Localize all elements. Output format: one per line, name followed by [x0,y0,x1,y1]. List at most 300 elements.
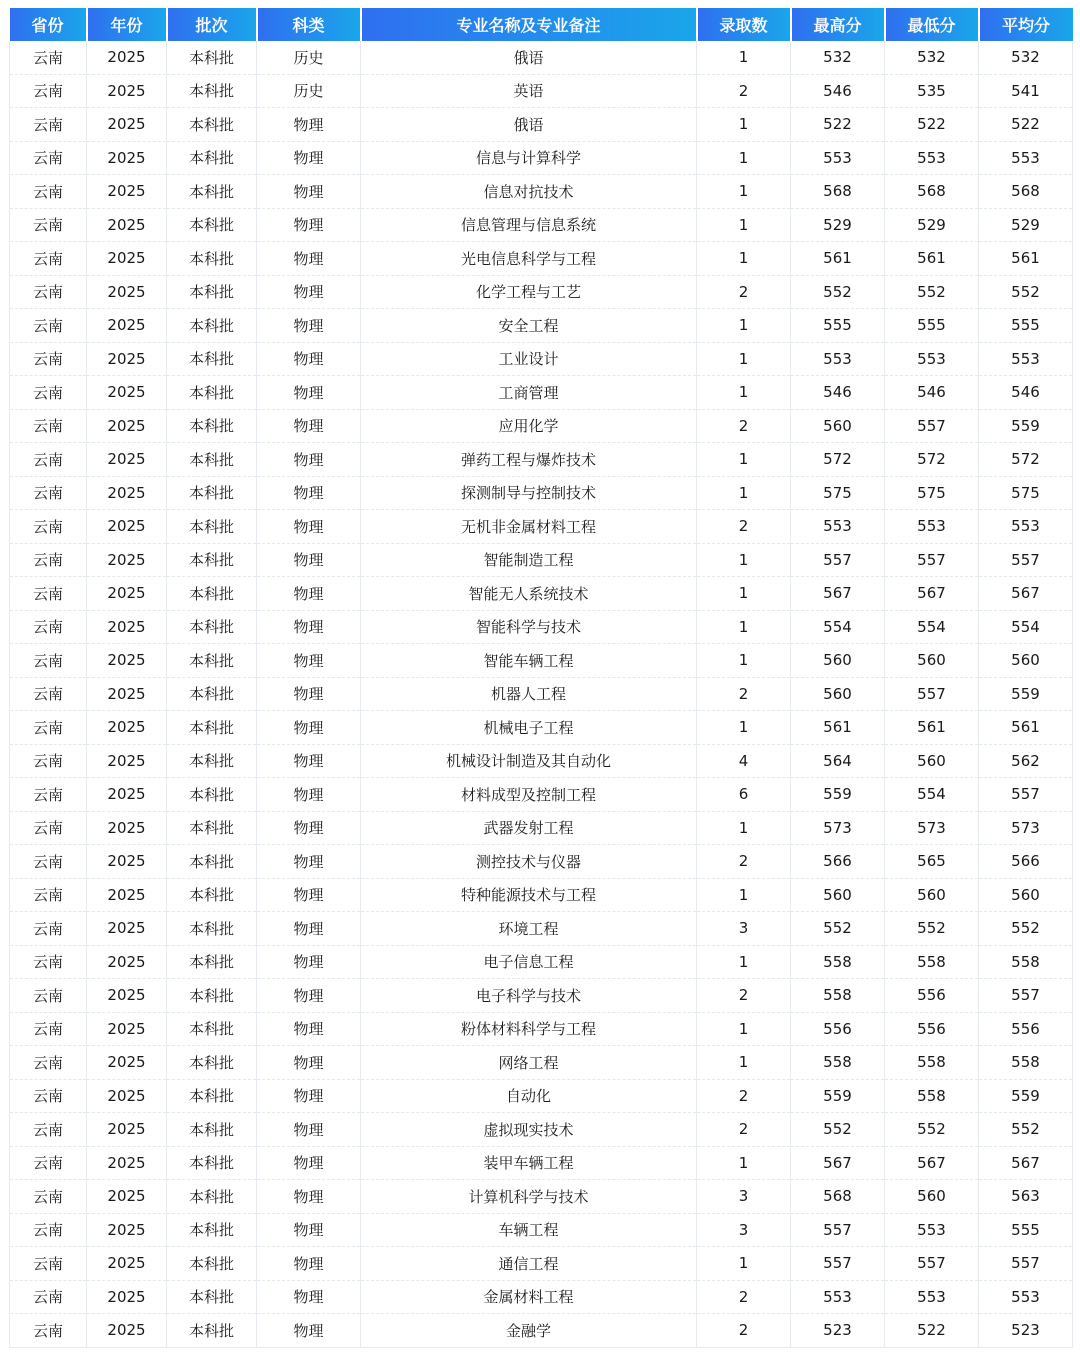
cell-batch: 本科批 [167,1146,257,1180]
cell-min-score: 554 [885,778,979,812]
cell-subject: 物理 [257,878,361,912]
column-header-major: 专业名称及专业备注 [361,8,697,41]
cell-max-score: 572 [791,443,885,477]
cell-min-score: 573 [885,811,979,845]
cell-subject: 物理 [257,1012,361,1046]
table-row [10,1314,1073,1348]
cell-avg-score: 567 [979,577,1073,611]
cell-batch: 本科批 [167,1012,257,1046]
cell-batch: 本科批 [167,376,257,410]
table-row [10,41,1073,74]
cell-min-score: 560 [885,744,979,778]
cell-subject: 物理 [257,376,361,410]
cell-year: 2025 [87,342,167,376]
cell-major: 工业设计 [361,342,697,376]
cell-admitted-count: 1 [697,41,791,74]
cell-year: 2025 [87,778,167,812]
cell-province: 云南 [10,242,87,276]
table-row [10,242,1073,276]
cell-major: 光电信息科学与工程 [361,242,697,276]
cell-province: 云南 [10,979,87,1013]
cell-province: 云南 [10,409,87,443]
table-row [10,208,1073,242]
cell-subject: 历史 [257,41,361,74]
cell-major: 应用化学 [361,409,697,443]
cell-max-score: 567 [791,1146,885,1180]
cell-max-score: 546 [791,74,885,108]
table-row [10,1247,1073,1281]
cell-avg-score: 552 [979,912,1073,946]
cell-min-score: 555 [885,309,979,343]
cell-avg-score: 555 [979,309,1073,343]
cell-avg-score: 522 [979,108,1073,142]
cell-major: 通信工程 [361,1247,697,1281]
cell-year: 2025 [87,141,167,175]
cell-major: 网络工程 [361,1046,697,1080]
cell-province: 云南 [10,1012,87,1046]
cell-avg-score: 553 [979,1280,1073,1314]
column-header-batch: 批次 [167,8,257,41]
cell-major: 装甲车辆工程 [361,1146,697,1180]
cell-batch: 本科批 [167,208,257,242]
column-header-subject: 科类 [257,8,361,41]
cell-batch: 本科批 [167,912,257,946]
cell-max-score: 573 [791,811,885,845]
cell-major: 弹药工程与爆炸技术 [361,443,697,477]
cell-batch: 本科批 [167,677,257,711]
cell-max-score: 558 [791,979,885,1013]
cell-subject: 物理 [257,309,361,343]
cell-max-score: 553 [791,342,885,376]
cell-max-score: 554 [791,610,885,644]
cell-batch: 本科批 [167,242,257,276]
cell-major: 材料成型及控制工程 [361,778,697,812]
cell-min-score: 557 [885,409,979,443]
cell-subject: 物理 [257,945,361,979]
cell-admitted-count: 1 [697,577,791,611]
cell-subject: 物理 [257,409,361,443]
cell-min-score: 553 [885,1213,979,1247]
cell-avg-score: 546 [979,376,1073,410]
table-row [10,476,1073,510]
cell-year: 2025 [87,878,167,912]
cell-avg-score: 575 [979,476,1073,510]
cell-year: 2025 [87,1012,167,1046]
cell-admitted-count: 6 [697,778,791,812]
cell-major: 安全工程 [361,309,697,343]
cell-avg-score: 559 [979,1079,1073,1113]
table-row [10,610,1073,644]
cell-province: 云南 [10,1079,87,1113]
table-row [10,912,1073,946]
cell-max-score: 568 [791,1180,885,1214]
cell-province: 云南 [10,443,87,477]
cell-batch: 本科批 [167,1079,257,1113]
cell-min-score: 522 [885,108,979,142]
cell-province: 云南 [10,376,87,410]
cell-year: 2025 [87,811,167,845]
cell-subject: 物理 [257,175,361,209]
table-row [10,1146,1073,1180]
table-row [10,945,1073,979]
cell-subject: 物理 [257,912,361,946]
cell-admitted-count: 2 [697,845,791,879]
cell-max-score: 575 [791,476,885,510]
cell-province: 云南 [10,510,87,544]
cell-subject: 物理 [257,1280,361,1314]
cell-province: 云南 [10,1180,87,1214]
cell-province: 云南 [10,41,87,74]
cell-max-score: 552 [791,912,885,946]
cell-avg-score: 541 [979,74,1073,108]
cell-year: 2025 [87,476,167,510]
cell-major: 机械电子工程 [361,711,697,745]
cell-province: 云南 [10,543,87,577]
cell-major: 无机非金属材料工程 [361,510,697,544]
cell-admitted-count: 3 [697,912,791,946]
cell-major: 智能车辆工程 [361,644,697,678]
cell-batch: 本科批 [167,443,257,477]
cell-batch: 本科批 [167,1180,257,1214]
cell-min-score: 553 [885,510,979,544]
cell-province: 云南 [10,208,87,242]
cell-min-score: 546 [885,376,979,410]
table-body [10,41,1073,1347]
cell-province: 云南 [10,577,87,611]
cell-subject: 物理 [257,677,361,711]
cell-batch: 本科批 [167,744,257,778]
cell-max-score: 561 [791,711,885,745]
cell-max-score: 557 [791,543,885,577]
cell-min-score: 558 [885,1046,979,1080]
cell-batch: 本科批 [167,309,257,343]
cell-max-score: 552 [791,1113,885,1147]
column-header-province: 省份 [10,8,87,41]
cell-admitted-count: 1 [697,376,791,410]
cell-year: 2025 [87,577,167,611]
cell-avg-score: 558 [979,945,1073,979]
cell-major: 测控技术与仪器 [361,845,697,879]
cell-subject: 物理 [257,108,361,142]
cell-batch: 本科批 [167,878,257,912]
cell-max-score: 553 [791,141,885,175]
cell-major: 粉体材料科学与工程 [361,1012,697,1046]
cell-province: 云南 [10,1146,87,1180]
cell-batch: 本科批 [167,342,257,376]
cell-min-score: 560 [885,878,979,912]
table-row [10,376,1073,410]
cell-province: 云南 [10,1046,87,1080]
cell-avg-score: 553 [979,510,1073,544]
cell-major: 信息与计算科学 [361,141,697,175]
cell-avg-score: 556 [979,1012,1073,1046]
cell-subject: 物理 [257,644,361,678]
cell-avg-score: 529 [979,208,1073,242]
cell-min-score: 552 [885,1113,979,1147]
cell-province: 云南 [10,912,87,946]
cell-year: 2025 [87,945,167,979]
cell-min-score: 552 [885,275,979,309]
cell-batch: 本科批 [167,1314,257,1348]
cell-max-score: 558 [791,1046,885,1080]
cell-batch: 本科批 [167,945,257,979]
column-header-max-score: 最高分 [791,8,885,41]
cell-max-score: 557 [791,1213,885,1247]
cell-avg-score: 557 [979,1247,1073,1281]
cell-subject: 物理 [257,1213,361,1247]
cell-min-score: 532 [885,41,979,74]
cell-major: 虚拟现实技术 [361,1113,697,1147]
cell-avg-score: 557 [979,778,1073,812]
cell-min-score: 535 [885,74,979,108]
cell-max-score: 532 [791,41,885,74]
cell-batch: 本科批 [167,41,257,74]
cell-province: 云南 [10,811,87,845]
cell-batch: 本科批 [167,845,257,879]
cell-province: 云南 [10,1280,87,1314]
cell-avg-score: 557 [979,543,1073,577]
cell-max-score: 560 [791,409,885,443]
cell-subject: 物理 [257,711,361,745]
cell-subject: 历史 [257,74,361,108]
cell-year: 2025 [87,409,167,443]
table-row [10,309,1073,343]
cell-major: 车辆工程 [361,1213,697,1247]
cell-avg-score: 552 [979,275,1073,309]
cell-max-score: 523 [791,1314,885,1348]
cell-major: 机器人工程 [361,677,697,711]
cell-year: 2025 [87,1180,167,1214]
cell-year: 2025 [87,309,167,343]
table-row [10,74,1073,108]
cell-avg-score: 562 [979,744,1073,778]
cell-admitted-count: 2 [697,677,791,711]
cell-subject: 物理 [257,1180,361,1214]
cell-avg-score: 560 [979,878,1073,912]
cell-major: 环境工程 [361,912,697,946]
table-row [10,409,1073,443]
cell-max-score: 560 [791,878,885,912]
cell-max-score: 529 [791,208,885,242]
cell-year: 2025 [87,644,167,678]
table-row [10,1280,1073,1314]
table-row [10,644,1073,678]
cell-max-score: 560 [791,644,885,678]
cell-max-score: 552 [791,275,885,309]
table-row [10,979,1073,1013]
cell-batch: 本科批 [167,476,257,510]
cell-province: 云南 [10,677,87,711]
cell-major: 电子科学与技术 [361,979,697,1013]
cell-max-score: 567 [791,577,885,611]
table-row [10,275,1073,309]
cell-batch: 本科批 [167,543,257,577]
cell-subject: 物理 [257,811,361,845]
cell-min-score: 565 [885,845,979,879]
table-row [10,845,1073,879]
cell-min-score: 567 [885,1146,979,1180]
cell-batch: 本科批 [167,711,257,745]
cell-subject: 物理 [257,577,361,611]
cell-province: 云南 [10,644,87,678]
column-header-min-score: 最低分 [885,8,979,41]
cell-year: 2025 [87,108,167,142]
table-row [10,141,1073,175]
cell-min-score: 561 [885,711,979,745]
cell-avg-score: 572 [979,443,1073,477]
cell-major: 武器发射工程 [361,811,697,845]
cell-admitted-count: 3 [697,1180,791,1214]
cell-batch: 本科批 [167,108,257,142]
cell-major: 智能科学与技术 [361,610,697,644]
cell-avg-score: 560 [979,644,1073,678]
cell-avg-score: 557 [979,979,1073,1013]
cell-year: 2025 [87,242,167,276]
table-row [10,1046,1073,1080]
cell-major: 机械设计制造及其自动化 [361,744,697,778]
cell-subject: 物理 [257,342,361,376]
cell-year: 2025 [87,1113,167,1147]
cell-max-score: 561 [791,242,885,276]
cell-batch: 本科批 [167,1113,257,1147]
cell-batch: 本科批 [167,979,257,1013]
cell-avg-score: 523 [979,1314,1073,1348]
cell-major: 自动化 [361,1079,697,1113]
cell-province: 云南 [10,1247,87,1281]
cell-admitted-count: 1 [697,141,791,175]
cell-max-score: 568 [791,175,885,209]
cell-province: 云南 [10,476,87,510]
cell-year: 2025 [87,41,167,74]
cell-max-score: 556 [791,1012,885,1046]
cell-avg-score: 561 [979,711,1073,745]
cell-subject: 物理 [257,1314,361,1348]
cell-admitted-count: 1 [697,543,791,577]
cell-year: 2025 [87,1280,167,1314]
cell-avg-score: 573 [979,811,1073,845]
cell-max-score: 559 [791,1079,885,1113]
cell-year: 2025 [87,510,167,544]
admission-scores-table-container [9,8,1072,1348]
cell-subject: 物理 [257,778,361,812]
cell-avg-score: 567 [979,1146,1073,1180]
cell-province: 云南 [10,945,87,979]
cell-avg-score: 555 [979,1213,1073,1247]
cell-admitted-count: 2 [697,275,791,309]
cell-min-score: 575 [885,476,979,510]
table-row [10,1213,1073,1247]
cell-admitted-count: 2 [697,1280,791,1314]
cell-batch: 本科批 [167,644,257,678]
cell-province: 云南 [10,342,87,376]
cell-admitted-count: 1 [697,1012,791,1046]
cell-admitted-count: 2 [697,1079,791,1113]
cell-year: 2025 [87,744,167,778]
cell-batch: 本科批 [167,409,257,443]
cell-admitted-count: 1 [697,476,791,510]
cell-admitted-count: 1 [697,945,791,979]
cell-admitted-count: 1 [697,1146,791,1180]
cell-major: 英语 [361,74,697,108]
cell-min-score: 552 [885,912,979,946]
cell-admitted-count: 1 [697,175,791,209]
cell-min-score: 553 [885,141,979,175]
cell-min-score: 556 [885,979,979,1013]
cell-major: 探测制导与控制技术 [361,476,697,510]
cell-avg-score: 559 [979,677,1073,711]
cell-year: 2025 [87,208,167,242]
cell-admitted-count: 2 [697,510,791,544]
cell-admitted-count: 1 [697,644,791,678]
cell-admitted-count: 1 [697,610,791,644]
cell-min-score: 553 [885,1280,979,1314]
admission-scores-table [9,8,1073,1348]
cell-max-score: 553 [791,510,885,544]
cell-subject: 物理 [257,845,361,879]
cell-batch: 本科批 [167,175,257,209]
cell-subject: 物理 [257,141,361,175]
cell-year: 2025 [87,1247,167,1281]
cell-major: 信息管理与信息系统 [361,208,697,242]
cell-major: 工商管理 [361,376,697,410]
cell-avg-score: 566 [979,845,1073,879]
cell-max-score: 560 [791,677,885,711]
cell-admitted-count: 1 [697,108,791,142]
cell-subject: 物理 [257,610,361,644]
cell-batch: 本科批 [167,510,257,544]
cell-year: 2025 [87,1046,167,1080]
cell-min-score: 558 [885,945,979,979]
cell-major: 智能制造工程 [361,543,697,577]
cell-major: 金属材料工程 [361,1280,697,1314]
table-row [10,577,1073,611]
cell-province: 云南 [10,1113,87,1147]
cell-province: 云南 [10,878,87,912]
cell-avg-score: 554 [979,610,1073,644]
cell-year: 2025 [87,610,167,644]
cell-max-score: 555 [791,309,885,343]
table-row [10,175,1073,209]
table-row [10,1079,1073,1113]
cell-province: 云南 [10,74,87,108]
cell-avg-score: 559 [979,409,1073,443]
cell-major: 计算机科学与技术 [361,1180,697,1214]
cell-max-score: 566 [791,845,885,879]
cell-major: 智能无人系统技术 [361,577,697,611]
cell-subject: 物理 [257,476,361,510]
cell-subject: 物理 [257,208,361,242]
cell-min-score: 568 [885,175,979,209]
cell-subject: 物理 [257,543,361,577]
cell-avg-score: 568 [979,175,1073,209]
cell-avg-score: 553 [979,342,1073,376]
cell-max-score: 558 [791,945,885,979]
table-row [10,878,1073,912]
cell-year: 2025 [87,845,167,879]
cell-admitted-count: 1 [697,878,791,912]
cell-avg-score: 553 [979,141,1073,175]
cell-year: 2025 [87,979,167,1013]
cell-province: 云南 [10,108,87,142]
cell-province: 云南 [10,309,87,343]
table-row [10,778,1073,812]
table-row [10,1012,1073,1046]
cell-province: 云南 [10,141,87,175]
cell-year: 2025 [87,275,167,309]
cell-year: 2025 [87,74,167,108]
cell-min-score: 558 [885,1079,979,1113]
cell-subject: 物理 [257,1046,361,1080]
